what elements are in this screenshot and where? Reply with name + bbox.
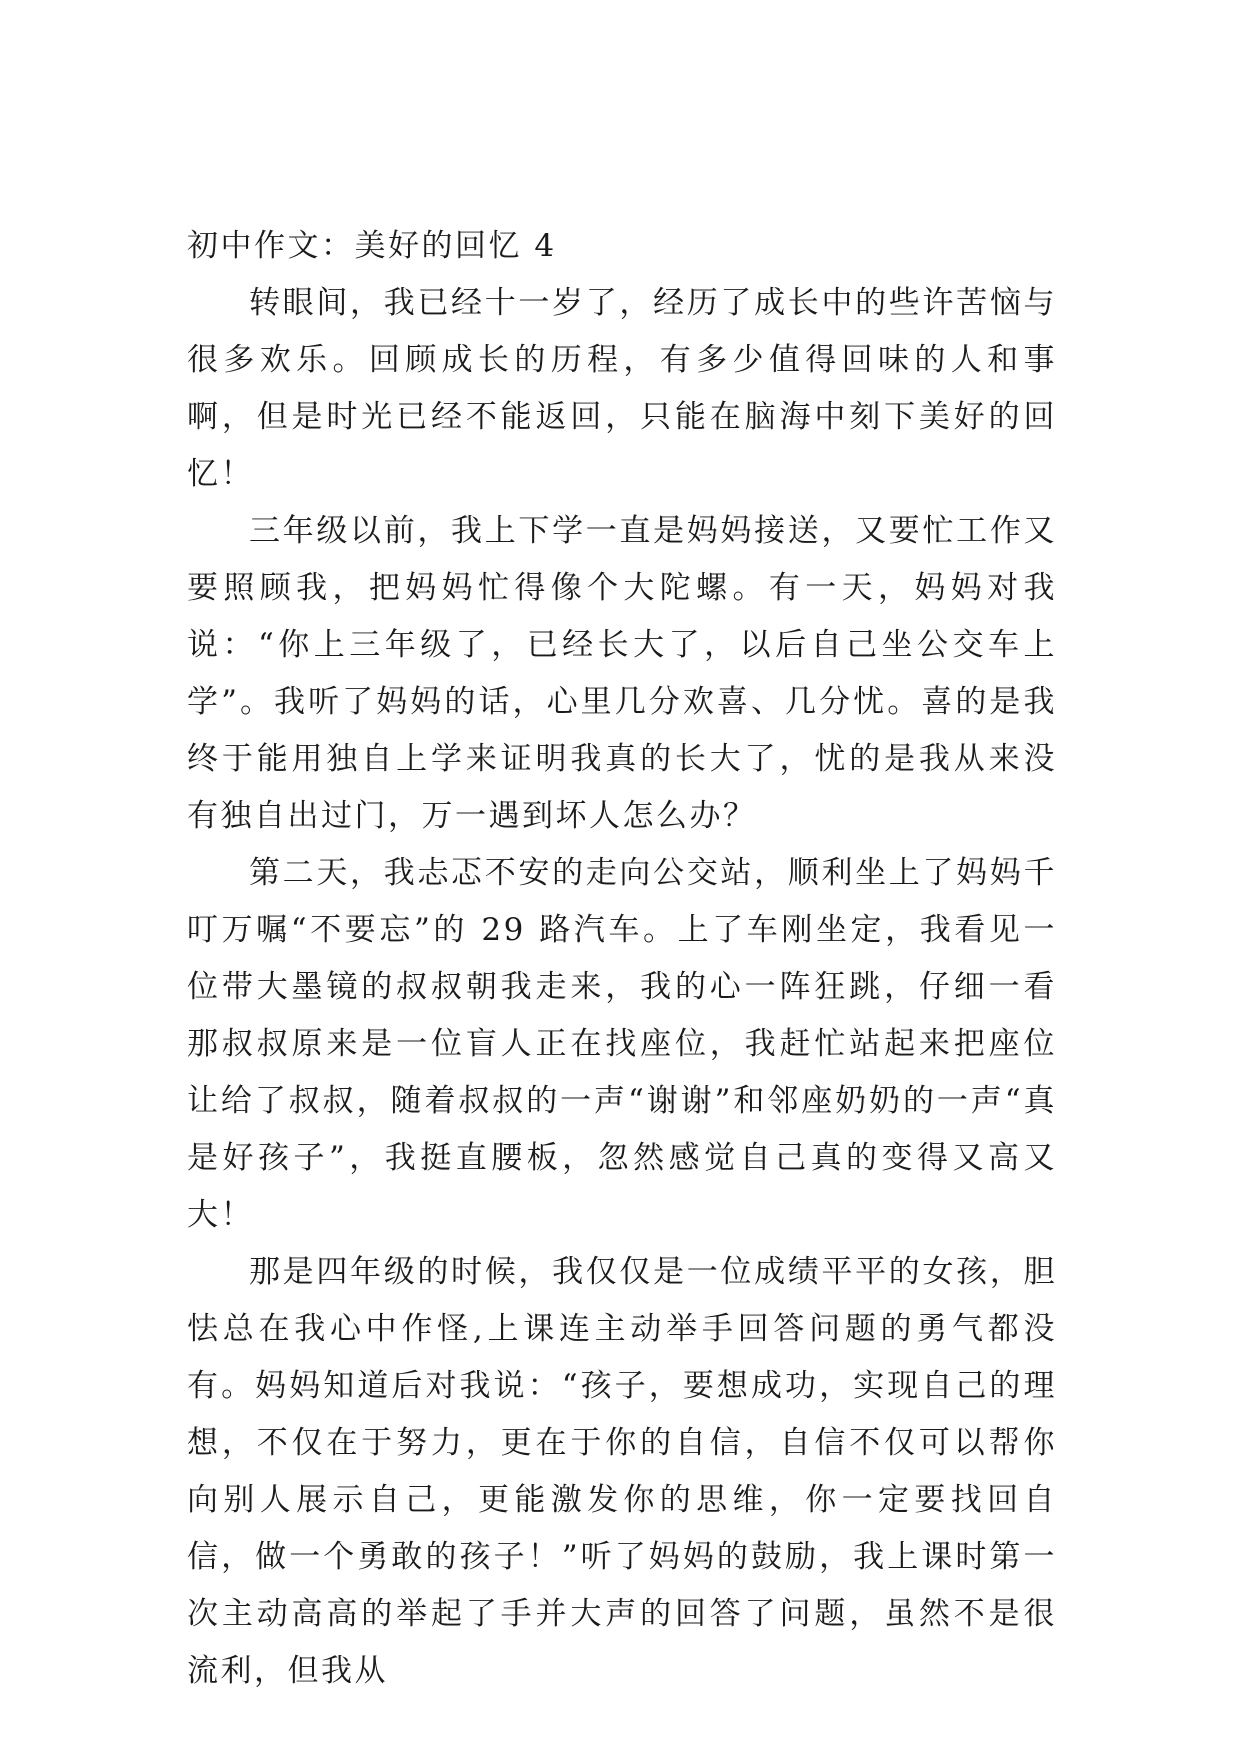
- essay-title: 初中作文：美好的回忆 4: [187, 228, 557, 264]
- paragraph-1: 转眼间，我已经十一岁了，经历了成长中的些许苦恼与很多欢乐。回顾成长的历程，有多少值得回味的人和事啊，但是时光已经不能返回，只能在脑海中刻下美好的回忆！: [187, 285, 1057, 492]
- paragraph-2: 三年级以前，我上下学一直是妈妈接送，又要忙工作又要照顾我，把妈妈忙得像个大陀螺。有一天，妈妈对我说：“你上三年级了，已经长大了，以后自己坐公交车上学”。我听了妈妈的话，心里几分欢喜、几分忧。喜的是我终于能用独自上学来证明我真的长大了，忧的是我从来没有独自出过门，万一遇到坏人怎么办？: [187, 513, 1057, 834]
- essay-body: [187, 218, 1057, 1700]
- paragraph-3: 第二天，我忐忑不安的走向公交站，顺利坐上了妈妈千叮万嘱“不要忘”的 29 路汽车。上了车刚坐定，我看见一位带大墨镜的叔叔朝我走来，我的心一阵狂跳，仔细一看那叔叔原来是一位盲人正在找座位，我赶忙站起来把座位让给了叔叔，随着叔叔的一声“谢谢”和邻座奶奶的一声“真是好孩子”，我挺直腰板，忽然感觉自己真的变得又高又大！: [187, 855, 1057, 1233]
- paragraph-4: 那是四年级的时候，我仅仅是一位成绩平平的女孩，胆怯总在我心中作怪,上课连主动举手回答问题的勇气都没有。妈妈知道后对我说：“孩子，要想成功，实现自己的理想，不仅在于努力，更在于你的自信，自信不仅可以帮你向别人展示自己，更能激发你的思维，你一定要找回自信，做一个勇敢的孩子！”听了妈妈的鼓励，我上课时第一次主动高高的举起了手并大声的回答了问题，虽然不是很流利，但我从: [187, 1254, 1057, 1689]
